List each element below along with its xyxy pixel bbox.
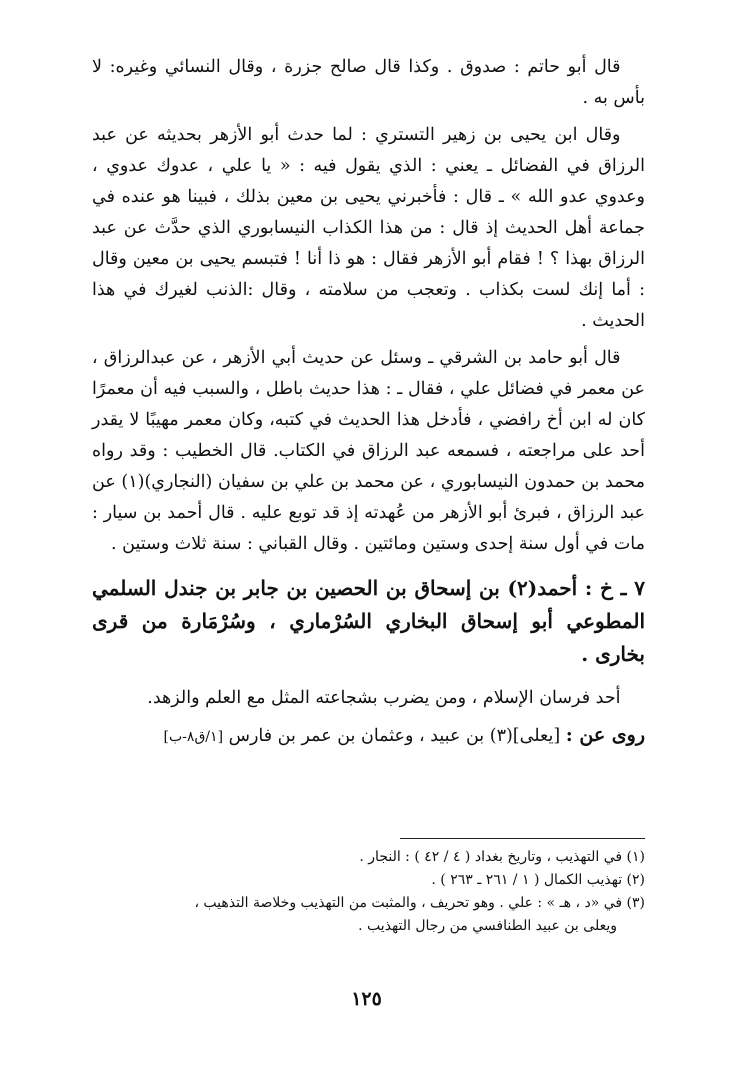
footnote-continuation: ويعلى بن عبيد الطنافسي من رجال التهذيب .: [358, 918, 617, 934]
narrators-label: روى عن :: [565, 724, 645, 746]
footnote: (١) في التهذيب ، وتاريخ بغداد ( ٤ / ٤٢ ) : النجار .: [359, 849, 645, 865]
narrators-text: [يعلى](٣) بن عبيد ، وعثمان بن عمر بن فارس: [228, 726, 561, 746]
footnote: (٢) تهذيب الكمال ( ١ / ٢٦١ ـ ٢٦٣ ) .: [431, 872, 645, 888]
paragraph: وقال ابن يحيى بن زهير التستري : لما حدث أبو الأزهر بحديثه عن عبد الرزاق في الفضائل ـ يعني : الذي يقول فيه : « يا علي ، عدوك عدوي ، وعدوي عدو الله » ـ قال : فأخبرني يحيى بن معين بذلك ، فبينا هو عنده في جماعة أهل الحديث إذ قال : من هذا الكذاب النيسابوري الذي حدَّث عن عبد الرزاق بهذا ؟ ! فقام أبو الأزهر فقال : هو ذا أنا ! فتبسم يحيى بن معين وقال : أما إنك لست بكذاب . وتعجب من سلامته ، وقال :الذنب لغيرك في هذا الحديث .: [92, 125, 645, 331]
paragraph: قال أبو حاتم : صدوق . وكذا قال صالح جزرة ، وقال النسائي وغيره: لا بأس به .: [92, 57, 645, 108]
entry-description: أحد فرسان الإسلام ، ومن يضرب بشجاعته المثل مع العلم والزهد.: [147, 688, 621, 708]
manuscript-ref: [١/ق٨-ب]: [163, 729, 224, 745]
page-number: ١٢٥: [351, 988, 382, 1010]
entry-heading: ٧ ـ خ : أحمد(٢) بن إسحاق بن الحصين بن جابر بن جندل السلمي المطوعي أبو إسحاق البخاري السُرْماري ، وسُرْمَارة من قرى بخارى .: [92, 576, 646, 666]
footnote-divider: [400, 838, 645, 839]
paragraph: قال أبو حامد بن الشرقي ـ وسئل عن حديث أبي الأزهر ، عن عبدالرزاق ، عن معمر في فضائل علي ، فقال ـ : هذا حديث باطل ، والسبب فيه أن معمرًا كان له ابن أخ رافضي ، فأدخل هذا الحديث في كتبه، وكان معمر مهيبًا لا يقدر أحد على مراجعته ، فسمعه عبد الرزاق في الكتاب. قال الخطيب : وقد رواه محمد بن حمدون النيسابوري ، عن محمد بن علي بن سفيان (النجاري)(١) عن عبد الرزاق ، فبرئ أبو الأزهر من عُهدته إذ قد توبع عليه . قال أحمد بن سيار : مات في أول سنة إحدى وستين ومائتين . وقال القباني : سنة ثلاث وستين .: [92, 348, 646, 554]
main-text: [92, 52, 645, 765]
footnotes: [92, 846, 645, 938]
footnote: (٣) في «د ، هـ » : علي . وهو تحريف ، والمثبت من التهذيب وخلاصة التذهيب ،: [194, 895, 645, 911]
narrators-line: [92, 720, 645, 753]
